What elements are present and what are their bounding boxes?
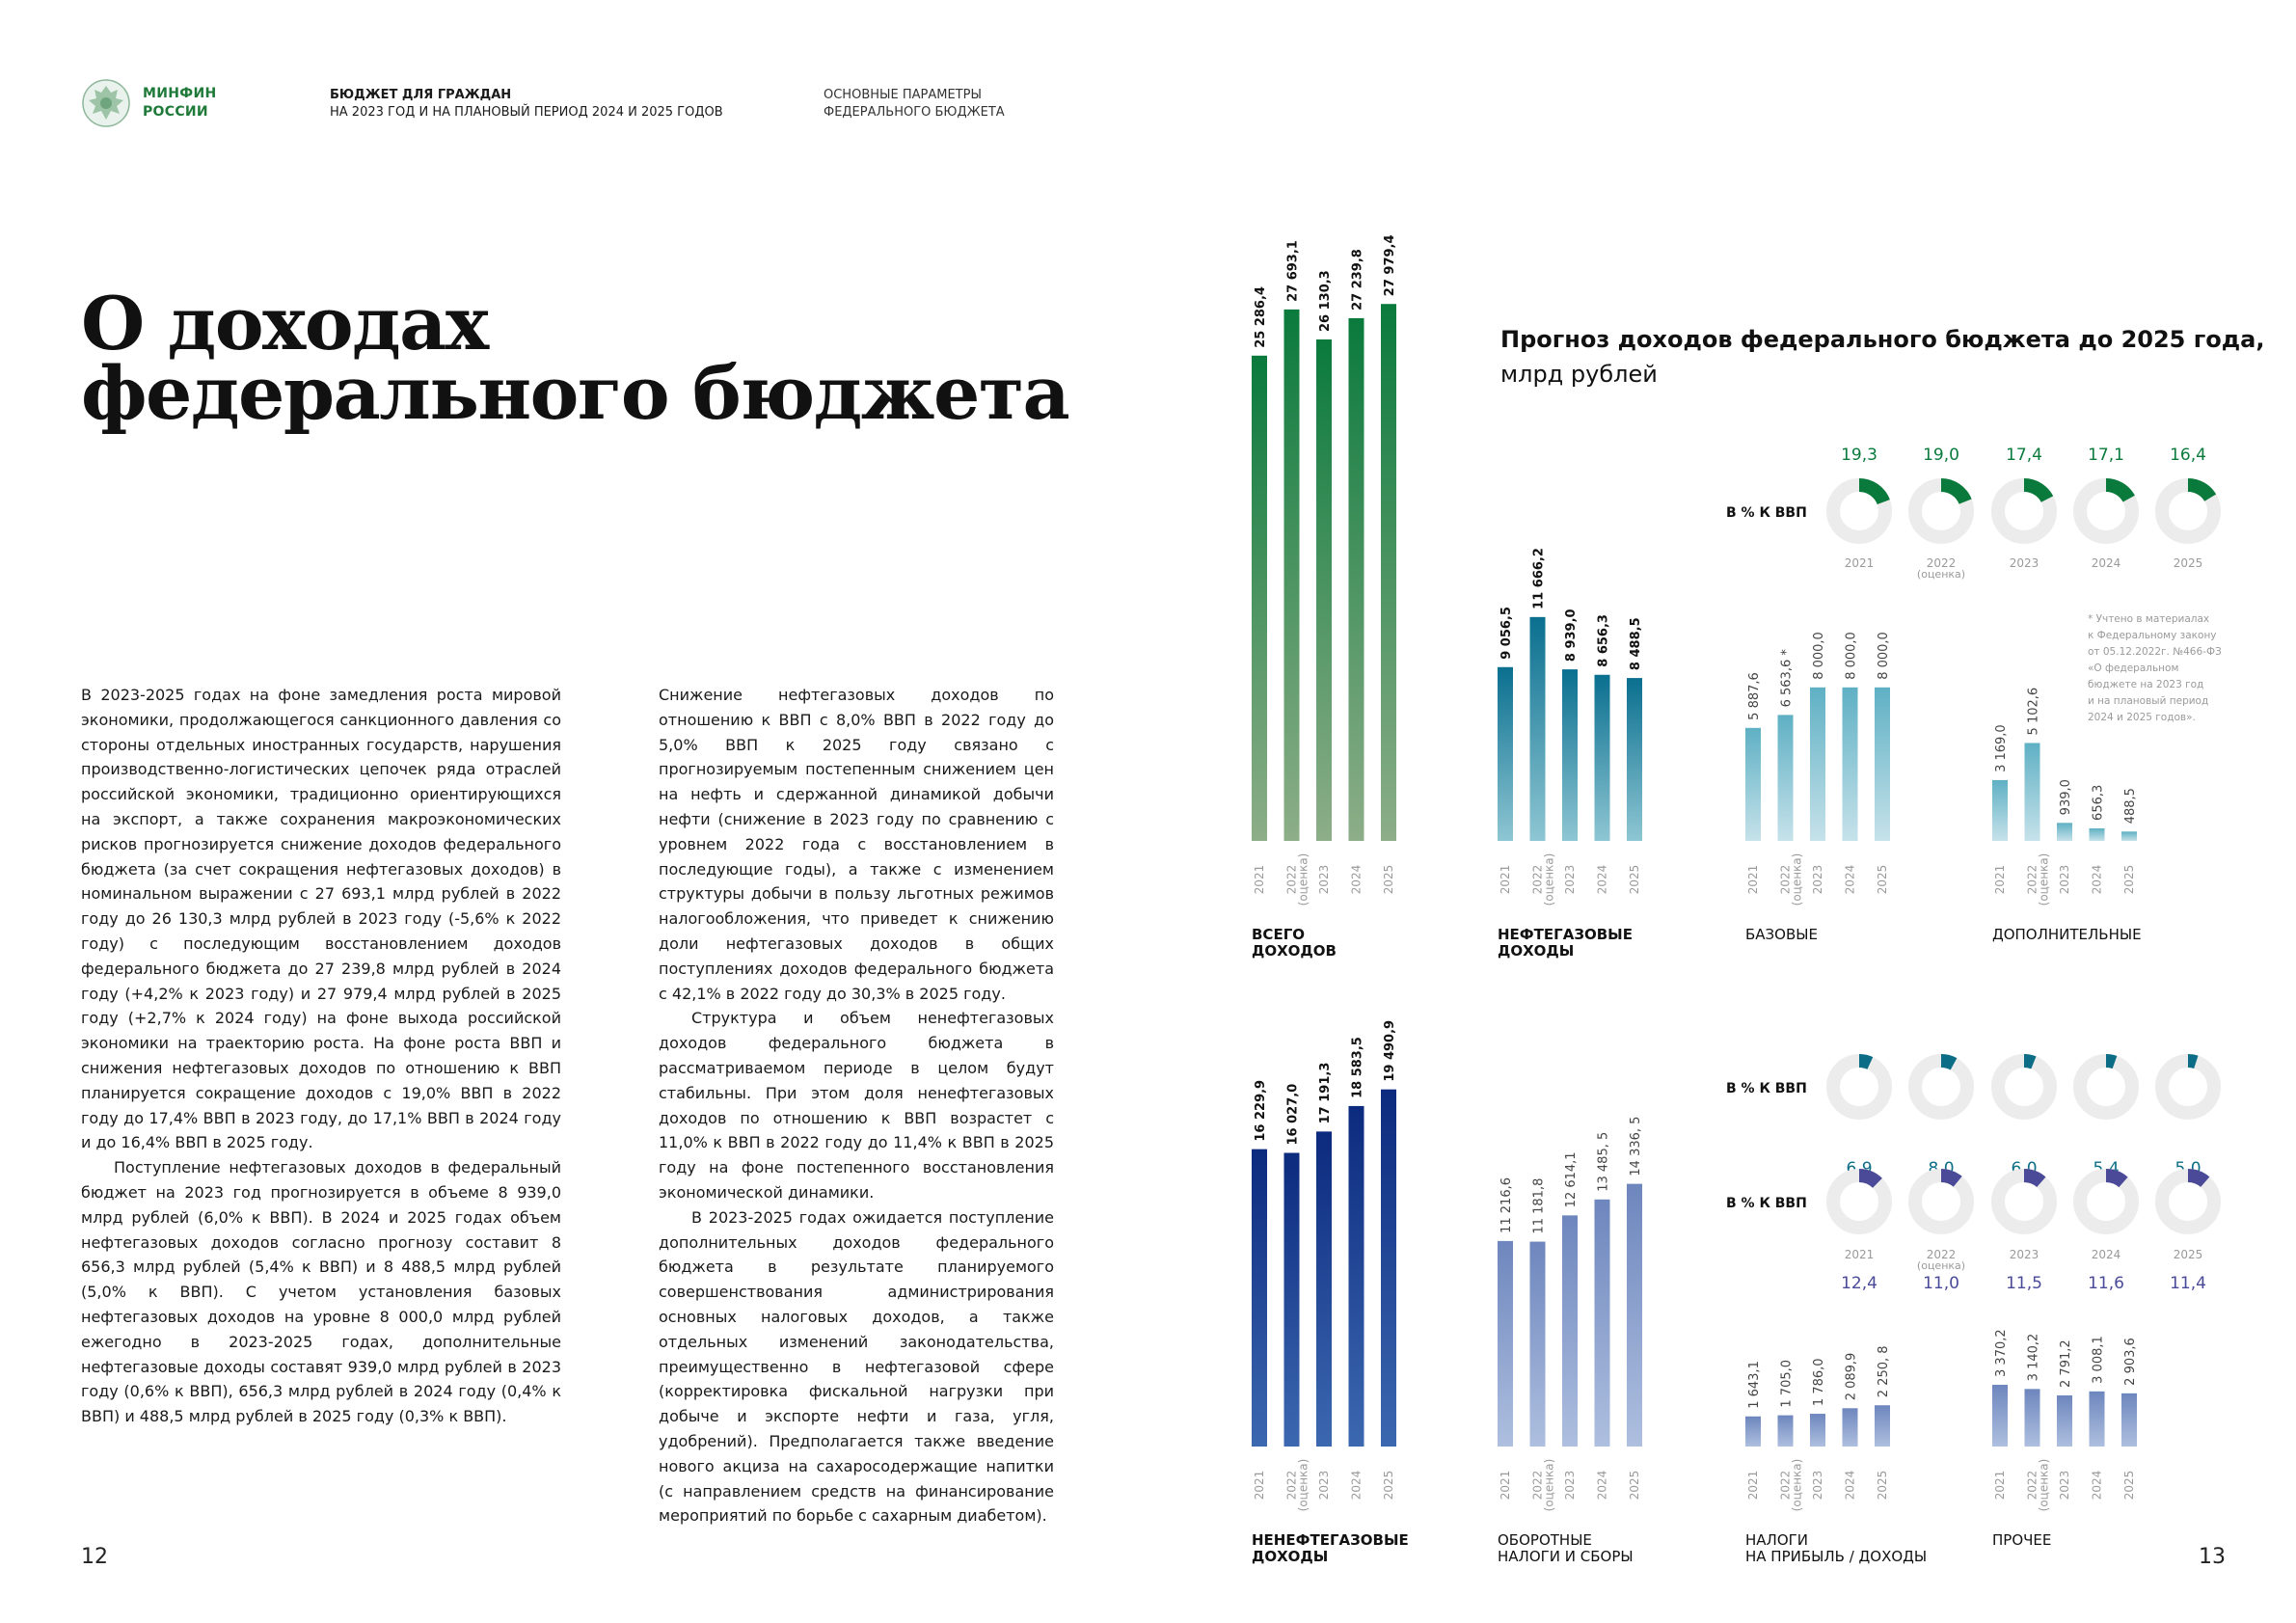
bar-total-2021 [1252, 356, 1267, 841]
group-name-label: НАЛОГИ И СБОРЫ [1498, 1548, 1634, 1565]
data-label: 3 140,2 [2026, 1333, 2041, 1382]
group-name-label: ОБОРОТНЫЕ [1498, 1531, 1592, 1549]
paragraph: В 2023-2025 годах на фоне замедления роста мировой экономики, продолжающегося санкционного давления со стороны отдельных иностранных государств, нарушения производственно-логистических цепочек ряда отраслей российской экономики, традиционно ориентирующихся на экспорт, а также сохранения макроэкономических рисков прогнозируется снижение доходов федерального бюджета (за счет сокращения нефтегазовых доходов) в номинальном выражении с 27 693,1 млрд рублей в 2022 году до 26 130,3 млрд рублей в 2023 году (-5,6% к 2022 году) с последующим восстановлением доходов федерального бюджета до 27 239,8 млрд рублей в 2024 году (+4,2% к 2023 году) и 27 979,4 млрд рублей в 2025 году (+2,7% к 2024 году) на фоне выхода российской экономики на траекторию роста. На фоне роста ВВП и снижения нефтегазовых доходов по отношению к ВВП планируется сокращение доходов с 19,0% ВВП в 2022 году до 17,4% ВВП в 2023 году, до 17,1% ВВП в 2024 году и до 16,4% ВВП в 2025 году. [81, 686, 561, 1152]
donut-share-oilgas-2024 [2106, 1061, 2115, 1063]
page-number-right: 13 [2199, 1545, 2226, 1569]
footnote-line: бюджете на 2023 год [2088, 679, 2204, 690]
bar-additional-2021 [1992, 780, 2008, 841]
donut-year-label: 2024 [2091, 556, 2121, 570]
bar-profit-2023 [1810, 1414, 1825, 1447]
donut-track [1998, 1176, 2050, 1228]
doc-title: БЮДЖЕТ ДЛЯ ГРАЖДАН [330, 88, 512, 102]
year-tick-label: 2024 [1595, 1470, 1609, 1501]
donut-track [1915, 1061, 1967, 1113]
bar-nonoil-2025 [1381, 1090, 1396, 1447]
data-label: 17 191,3 [1318, 1062, 1333, 1124]
gdp-share-value: 12,4 [1841, 1274, 1877, 1293]
year-tick-label: 2024 [1843, 1470, 1857, 1501]
data-label: 8 000,0 [1812, 632, 1826, 680]
donut-track [2080, 1061, 2132, 1113]
data-label: 27 979,4 [1383, 234, 1397, 297]
data-label: 2 791,2 [2059, 1339, 2073, 1388]
year-tick-label: 2024 [1349, 864, 1364, 895]
year-tick-label: 2025 [2122, 1470, 2136, 1501]
gdp-share-label: В % К ВВП [1726, 505, 1807, 521]
data-label: 8 000,0 [1844, 632, 1859, 680]
gdp-share-value: 11,0 [1923, 1274, 1959, 1293]
bar-other-2022 [2025, 1389, 2040, 1447]
footnote-line: * Учтено в материалах [2088, 613, 2210, 625]
year-tick-label: 2021 [1253, 864, 1266, 895]
logo-line-1: МИНФИН [143, 86, 217, 101]
donut-share-nonoil-2022 [1941, 1176, 1958, 1181]
data-label: 1 786,0 [1812, 1358, 1826, 1407]
year-tick-label: 2023 [1563, 864, 1577, 895]
donut-year-note: (оценка) [1916, 568, 1966, 581]
gdp-share-value: 19,0 [1923, 446, 1959, 465]
year-tick-label: 2023 [1317, 864, 1331, 895]
group-name-label: БАЗОВЫЕ [1745, 926, 1818, 943]
group-name-label: НЕФТЕГАЗОВЫЕ [1498, 926, 1633, 943]
year-tick-label: 2025 [1382, 864, 1395, 895]
gdp-share-label: В % К ВВП [1726, 1196, 1807, 1211]
bar-nonoil-2022 [1284, 1152, 1300, 1447]
year-tick-label: 2021 [1499, 864, 1512, 895]
year-note-label: (оценка) [1542, 1458, 1556, 1512]
chart-subtitle: млрд рублей [1500, 361, 1658, 388]
donut-share-nonoil-2024 [2106, 1176, 2123, 1182]
data-label: 656,3 [2091, 784, 2106, 821]
donut-share-oilgas-2023 [2024, 1061, 2034, 1063]
data-label: 6 563,6 * [1779, 649, 1795, 708]
year-tick-label: 2021 [1993, 864, 2007, 895]
donut-share-total-2021 [1859, 485, 1883, 502]
donut-share-nonoil-2025 [2188, 1176, 2205, 1182]
donut-track [1915, 1176, 1967, 1228]
bar-base-2023 [1810, 688, 1825, 841]
year-tick-label: 2021 [1746, 864, 1760, 895]
bar-additional-2025 [2121, 831, 2137, 841]
bar-base-2022 [1778, 715, 1794, 841]
year-note-label: (оценка) [1296, 852, 1310, 906]
year-tick-label: 2023 [1317, 1470, 1331, 1501]
donut-year-label: 2023 [2009, 556, 2039, 570]
year-tick-label: 2023 [2058, 1470, 2071, 1501]
year-note-label: (оценка) [2037, 852, 2051, 906]
data-label: 2 250, 8 [1877, 1345, 1891, 1398]
data-label: 5 887,6 [1747, 672, 1762, 720]
bar-profit-2024 [1843, 1408, 1858, 1447]
doc-subtitle: НА 2023 ГОД И НА ПЛАНОВЫЙ ПЕРИОД 2024 И 2025 ГОДОВ [330, 105, 723, 120]
year-tick-label: 2025 [2122, 864, 2136, 895]
data-label: 16 229,9 [1254, 1079, 1268, 1142]
data-label: 19 490,9 [1383, 1019, 1397, 1082]
donut-year-label: 2024 [2091, 1248, 2121, 1261]
bar-total-2025 [1381, 304, 1396, 841]
bar-profit-2021 [1745, 1417, 1761, 1447]
bar-oilgas-2021 [1498, 667, 1513, 841]
bar-profit-2022 [1778, 1416, 1794, 1447]
data-label: 16 027,0 [1285, 1083, 1301, 1146]
year-tick-label: 2022 [1778, 1470, 1793, 1501]
year-tick-label: 2022 [2025, 864, 2039, 895]
year-tick-label: 2024 [2090, 1470, 2104, 1501]
data-label: 1 643,1 [1747, 1361, 1762, 1409]
donut-year-label: 2021 [1844, 1248, 1875, 1261]
data-label: 488,5 [2123, 788, 2138, 825]
donut-share-oilgas-2025 [2188, 1061, 2196, 1062]
year-tick-label: 2025 [1876, 864, 1889, 895]
gdp-share-value: 5,0 [2174, 1159, 2201, 1178]
section-line-1: ОСНОВНЫЕ ПАРАМЕТРЫ [824, 88, 982, 102]
donut-share-total-2022 [1941, 485, 1965, 501]
year-tick-label: 2023 [1811, 864, 1824, 895]
year-tick-label: 2021 [1993, 1470, 2007, 1501]
bar-total-2022 [1284, 310, 1300, 841]
donut-year-label: 2021 [1844, 556, 1875, 570]
donut-year-note: (оценка) [1916, 1259, 1966, 1272]
data-label: 27 693,1 [1285, 240, 1301, 302]
data-label: 13 485, 5 [1596, 1131, 1611, 1192]
data-label: 3 169,0 [1994, 724, 2009, 772]
group-name-label: НАЛОГИ [1745, 1531, 1808, 1549]
data-label: 11 181,8 [1531, 1177, 1547, 1234]
year-tick-label: 2024 [1349, 1470, 1364, 1501]
gdp-share-value: 17,1 [2088, 446, 2124, 465]
year-tick-label: 2025 [1628, 864, 1641, 895]
year-tick-label: 2024 [1843, 864, 1857, 895]
data-label: 8 488,5 [1629, 617, 1643, 671]
bar-base-2025 [1875, 688, 1890, 841]
footnote-line: к Федеральному закону [2088, 630, 2217, 641]
donut-track [1998, 1061, 2050, 1113]
paragraph: Снижение нефтегазовых доходов по отношению к ВВП с 8,0% ВВП в 2022 году до 5,0% ВВП к 2025 году связано с прогнозируемым постепенным снижением цен на нефть и сдержанной динамикой добычи нефти (снижение в 2023 году по сравнению с уровнем 2022 года с восстановлением в последующие годы), а также с изменением структуры добычи в пользу льготных режимов налогообложения, что приведет к снижению доли нефтегазовых доходов в общих поступлениях доходов федерального бюджета с 42,1% в 2022 году до 30,3% в 2025 году. [659, 686, 1054, 1003]
bar-other-2025 [2121, 1393, 2137, 1447]
page-number-left: 12 [81, 1545, 108, 1569]
data-label: 2 903,6 [2123, 1338, 2138, 1386]
donut-year-label: 2022 [1926, 556, 1957, 570]
bar-other-2021 [1992, 1385, 2008, 1447]
donut-track [1833, 1061, 1885, 1113]
year-tick-label: 2022 [1284, 864, 1299, 895]
bar-vat-2025 [1627, 1184, 1642, 1447]
gdp-share-value: 6,9 [1846, 1159, 1873, 1178]
donut-track [2162, 1061, 2214, 1113]
year-note-label: (оценка) [1790, 1458, 1804, 1512]
year-note-label: (оценка) [2037, 1458, 2051, 1512]
group-name-label: ДОХОДОВ [1252, 942, 1337, 960]
group-name-label: НА ПРИБЫЛЬ / ДОХОДЫ [1745, 1548, 1928, 1565]
section-line-2: ФЕДЕРАЛЬНОГО БЮДЖЕТА [824, 105, 1005, 120]
donut-track [2080, 1176, 2132, 1228]
data-label: 11 216,6 [1499, 1177, 1514, 1233]
year-tick-label: 2025 [1382, 1470, 1395, 1501]
data-label: 27 239,8 [1350, 249, 1365, 311]
gdp-share-label: В % К ВВП [1726, 1081, 1807, 1096]
donut-year-label: 2025 [2173, 556, 2203, 570]
bar-vat-2024 [1595, 1200, 1610, 1447]
donut-year-label: 2022 [1926, 1248, 1957, 1261]
group-name-label: ДОХОДЫ [1252, 1548, 1329, 1565]
year-tick-label: 2022 [1530, 864, 1545, 895]
data-label: 25 286,4 [1254, 286, 1268, 348]
data-label: 18 583,5 [1350, 1037, 1365, 1098]
donut-year-label: 2023 [2009, 1248, 2039, 1261]
data-label: 9 056,5 [1499, 607, 1514, 660]
data-label: 8 656,3 [1596, 614, 1611, 667]
data-label: 11 666,2 [1531, 548, 1547, 609]
paragraph: Поступление нефтегазовых доходов в федеральный бюджет на 2023 год прогнозируется в объеме 8 939,0 млрд рублей (6,0% к ВВП). В 2024 и 2025 годах объем нефтегазовых доходов согласно прогнозу составит 8 656,3 млрд рублей (5,4% к ВВП) и 8 488,5 млрд рублей (5,0% к ВВП). С учетом установления базовых нефтегазовых доходов на уровне 8 000,0 млрд рублей ежегодно в 2023-2025 годах, дополнительные нефтегазовые доходы составят 939,0 млрд рублей в 2023 году (0,6% к ВВП), 656,3 млрд рублей в 2024 году (0,4% к ВВП) и 488,5 млрд рублей в 2025 году (0,3% к ВВП). [81, 1158, 561, 1426]
year-tick-label: 2023 [1563, 1470, 1577, 1501]
footnote-line: 2024 и 2025 годов». [2088, 712, 2196, 723]
year-tick-label: 2022 [1778, 864, 1793, 895]
gdp-share-value: 5,4 [2093, 1159, 2120, 1178]
donut-year-label: 2025 [2173, 1248, 2203, 1261]
donut-share-total-2025 [2188, 485, 2210, 498]
data-label: 3 008,1 [2091, 1336, 2106, 1384]
group-name-label: ПРОЧЕЕ [1992, 1531, 2052, 1549]
gdp-share-value: 11,5 [2006, 1274, 2042, 1293]
year-tick-label: 2022 [1530, 1470, 1545, 1501]
year-tick-label: 2024 [2090, 864, 2104, 895]
donut-share-oilgas-2022 [1941, 1061, 1954, 1064]
year-tick-label: 2024 [1595, 864, 1609, 895]
bar-additional-2022 [2025, 743, 2040, 841]
donut-share-total-2024 [2106, 485, 2129, 499]
bar-oilgas-2024 [1595, 675, 1610, 841]
year-tick-label: 2023 [1811, 1470, 1824, 1501]
data-label: 14 336, 5 [1629, 1116, 1643, 1177]
year-tick-label: 2023 [2058, 864, 2071, 895]
bar-base-2021 [1745, 728, 1761, 841]
donut-share-nonoil-2023 [2024, 1176, 2041, 1182]
data-label: 8 939,0 [1564, 609, 1579, 663]
logo-line-2: РОССИИ [143, 104, 208, 120]
bar-total-2024 [1349, 318, 1364, 841]
group-name-label: ДОХОДЫ [1498, 942, 1575, 960]
gdp-share-value: 6,0 [2011, 1159, 2038, 1178]
footnote-line: от 05.12.2022г. №466-ФЗ [2088, 646, 2222, 658]
bar-nonoil-2023 [1316, 1131, 1332, 1447]
page-title-line-1: О доходах [81, 281, 488, 366]
year-tick-label: 2025 [1628, 1470, 1641, 1501]
year-note-label: (оценка) [1296, 1458, 1310, 1512]
donut-share-nonoil-2021 [1859, 1176, 1877, 1183]
data-label: 26 130,3 [1318, 270, 1333, 333]
bar-profit-2025 [1875, 1405, 1890, 1447]
bar-nonoil-2021 [1252, 1150, 1267, 1447]
gdp-share-value: 8,0 [1928, 1159, 1955, 1178]
group-name-label: ДОПОЛНИТЕЛЬНЫЕ [1992, 926, 2142, 943]
group-name-label: НЕНЕФТЕГАЗОВЫЕ [1252, 1531, 1409, 1549]
data-label: 8 000,0 [1877, 632, 1891, 680]
year-tick-label: 2021 [1499, 1470, 1512, 1501]
year-tick-label: 2022 [2025, 1470, 2039, 1501]
bar-additional-2024 [2090, 828, 2105, 841]
gdp-share-value: 19,3 [1841, 446, 1877, 465]
paragraph: Структура и объем ненефтегазовых доходов федерального бюджета в рассматриваемом периоде в целом будут стабильны. При этом доля ненефтегазовых доходов по отношению к ВВП возрастет с 11,0% к ВВП в 2022 году до 11,4% к ВВП в 2025 году на фоне постепенного восстановления экономической динамики. [659, 1009, 1054, 1202]
data-label: 12 614,1 [1564, 1151, 1579, 1208]
bar-other-2023 [2057, 1395, 2072, 1447]
bar-base-2024 [1843, 688, 1858, 841]
donut-track [1833, 1176, 1885, 1228]
year-tick-label: 2022 [1284, 1470, 1299, 1501]
year-note-label: (оценка) [1542, 852, 1556, 906]
year-tick-label: 2021 [1253, 1470, 1266, 1501]
bar-nonoil-2024 [1349, 1106, 1364, 1447]
bar-oilgas-2025 [1627, 678, 1642, 841]
bar-vat-2022 [1530, 1242, 1546, 1447]
data-label: 5 102,6 [2026, 687, 2041, 736]
data-label: 3 370,2 [1994, 1329, 2009, 1377]
gdp-share-value: 11,4 [2170, 1274, 2206, 1293]
bar-vat-2021 [1498, 1241, 1513, 1447]
bar-vat-2023 [1562, 1215, 1578, 1447]
data-label: 939,0 [2059, 779, 2073, 816]
donut-track [2162, 1176, 2214, 1228]
footnote-line: «О федеральном [2088, 663, 2179, 674]
gdp-share-value: 11,6 [2088, 1274, 2124, 1293]
bar-oilgas-2022 [1530, 617, 1546, 841]
year-note-label: (оценка) [1790, 852, 1804, 906]
donut-share-oilgas-2021 [1859, 1061, 1870, 1064]
page-title-line-2: федерального бюджета [81, 350, 1069, 436]
paragraph: В 2023-2025 годах ожидается поступление дополнительных доходов федерального бюджета в результате планируемого совершенствования администрирования основных налоговых доходов, а также отдельных изменений законодательства, преимущественно в нефтегазовой сфере (корректировка фискальной нагрузки при добыче и экспорте нефти и газа, угля, удобрений). Предполагается также введение нового акциза на сахаросодержащие напитки (с направлением средств на финансирование мероприятий по борьбе с сахарным диабетом). [659, 1207, 1054, 1526]
gdp-share-value: 16,4 [2170, 446, 2206, 465]
chart-title: Прогноз доходов федерального бюджета до 2025 года, [1500, 326, 2265, 353]
year-tick-label: 2021 [1746, 1470, 1760, 1501]
footnote-line: и на плановый период [2088, 695, 2209, 707]
bar-other-2024 [2090, 1392, 2105, 1447]
year-tick-label: 2025 [1876, 1470, 1889, 1501]
bar-additional-2023 [2057, 823, 2072, 841]
data-label: 1 705,0 [1779, 1359, 1795, 1408]
gdp-share-value: 17,4 [2006, 446, 2042, 465]
data-label: 2 089,9 [1844, 1352, 1859, 1401]
bar-oilgas-2023 [1562, 669, 1578, 841]
bar-total-2023 [1316, 339, 1332, 841]
group-name-label: ВСЕГО [1252, 926, 1305, 943]
